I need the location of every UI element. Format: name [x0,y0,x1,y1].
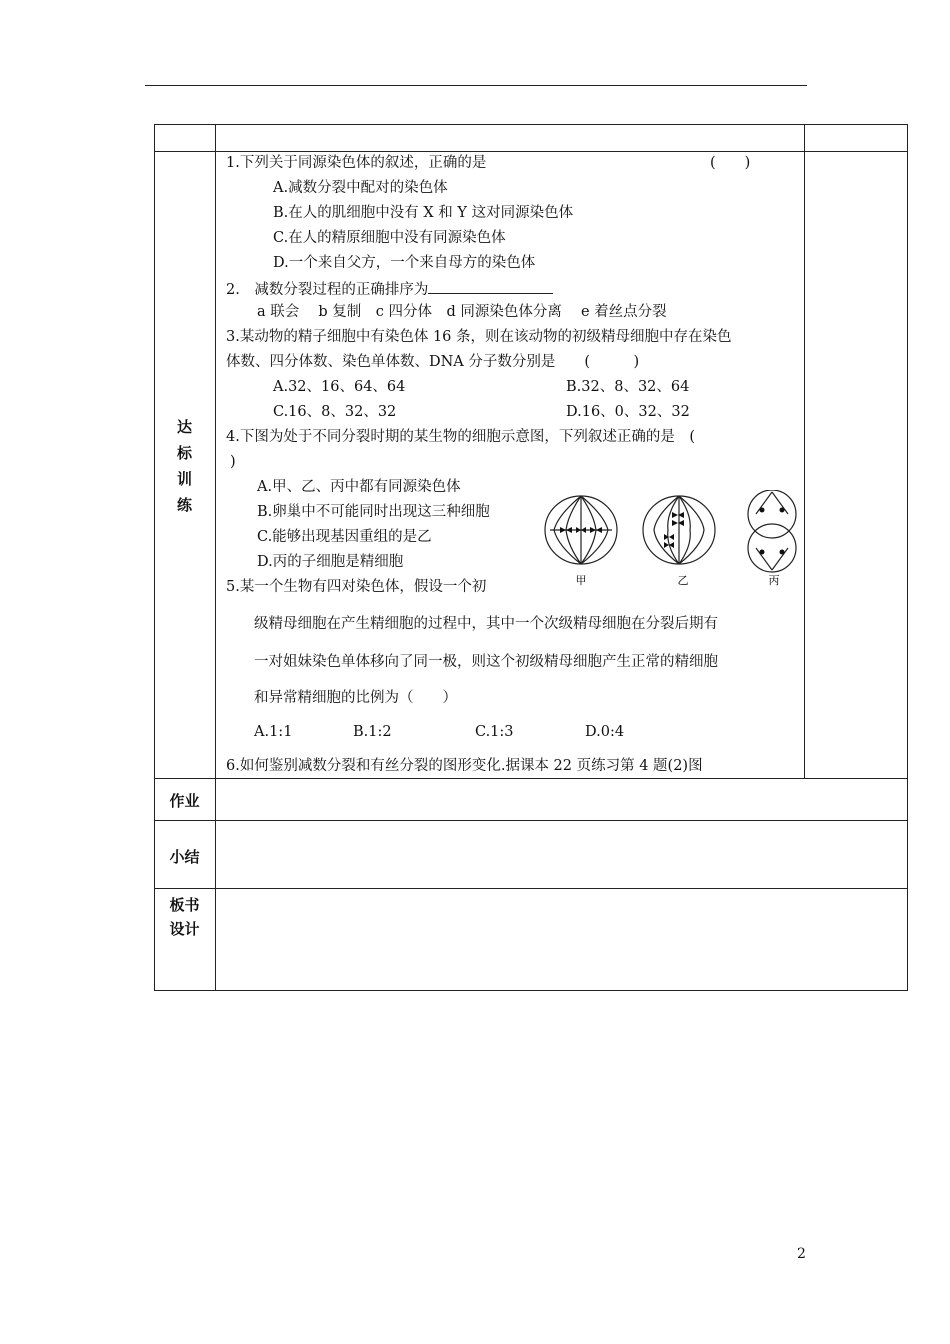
table-row-divider [154,778,908,779]
label-dabiao-2: 标 [176,444,192,462]
table-border-top [154,124,908,125]
question-4-option-a: A.甲、乙、丙中都有同源染色体 [257,479,461,495]
figure-caption-bing: 丙 [768,574,780,587]
question-5-option-d: D.0:4 [585,724,625,740]
label-banshu-2: 设计 [169,920,200,938]
table-col-divider [215,124,216,991]
question-1-option-a: A.减数分裂中配对的染色体 [273,180,448,196]
page-number: 2 [797,1246,806,1262]
question-5-option-c: C.1:3 [475,724,514,740]
cell-bing [748,490,796,572]
question-3-line-2: 体数、四分体数、染色单体数、DNA 分子数分别是 ( ) [226,354,640,370]
question-4-option-c: C.能够出现基因重组的是乙 [257,529,432,545]
answer-blank [428,279,553,294]
question-1-option-c: C.在人的精原细胞中没有同源染色体 [273,230,506,246]
question-2-options: a 联会 b 复制 c 四分体 d 同源染色体分离 e 着丝点分裂 [257,304,667,320]
table-col-divider [804,124,805,778]
table-row-divider [154,151,908,152]
question-4-option-d: D.丙的子细胞是精细胞 [257,554,404,570]
cell-division-figure [536,490,806,590]
label-banshu-1: 板书 [169,896,200,914]
question-5-line-4: 和异常精细胞的比例为（ ） [254,690,457,706]
question-1-option-d: D.一个来自父方，一个来自母方的染色体 [273,255,536,271]
label-zuoye: 作业 [169,792,200,810]
question-5-line-3: 一对姐妹染色单体移向了同一极，则这个初级精母细胞产生正常的精细胞 [254,654,718,670]
question-1-paren: ( ) [710,155,751,171]
question-5-line-1: 5.某一个生物有四对染色体，假设一个初 [226,579,487,595]
question-3-option-d: D.16、0、32、32 [566,404,690,420]
figure-caption-yi: 乙 [677,574,689,587]
question-3-option-a: A.32、16、64、64 [273,379,406,395]
question-4-line-1: 4.下图为处于不同分裂时期的某生物的细胞示意图，下列叙述正确的是 ( [226,429,695,445]
cell-yi [643,496,715,564]
table-border-bottom [154,990,908,991]
question-5-option-a: A.1:1 [254,724,293,740]
question-1: 1.下列关于同源染色体的叙述，正确的是 [226,155,487,171]
header-rule [145,85,807,86]
question-5-line-2: 级精母细胞在产生精细胞的过程中，其中一个次级精母细胞在分裂后期有 [254,616,718,632]
label-xiaojie: 小结 [169,848,200,866]
label-dabiao-4: 练 [176,496,192,514]
question-3-option-b: B.32、8、32、64 [566,379,690,395]
label-dabiao-1: 达 [176,418,192,436]
question-5-option-b: B.1:2 [353,724,392,740]
question-3-option-c: C.16、8、32、32 [273,404,397,420]
label-dabiao-3: 训 [176,470,192,488]
question-6: 6.如何鉴别减数分裂和有丝分裂的图形变化.据课本 22 页练习第 4 题(2)图 [226,758,703,774]
figure-caption-jia: 甲 [575,574,587,587]
question-3-line-1: 3.某动物的精子细胞中有染色体 16 条，则在该动物的初级精母细胞中存在染色 [226,329,732,345]
table-border-right [907,124,908,991]
table-row-divider [154,888,908,889]
question-4-line-2: ) [230,454,236,470]
question-4-option-b: B.卵巢中不可能同时出现这三种细胞 [257,504,490,520]
question-1-option-b: B.在人的肌细胞中没有 X 和 Y 这对同源染色体 [273,205,574,221]
question-2-text: 2. 减数分裂过程的正确排序为 [226,282,429,298]
table-row-divider [154,820,908,821]
question-2 [226,279,553,299]
